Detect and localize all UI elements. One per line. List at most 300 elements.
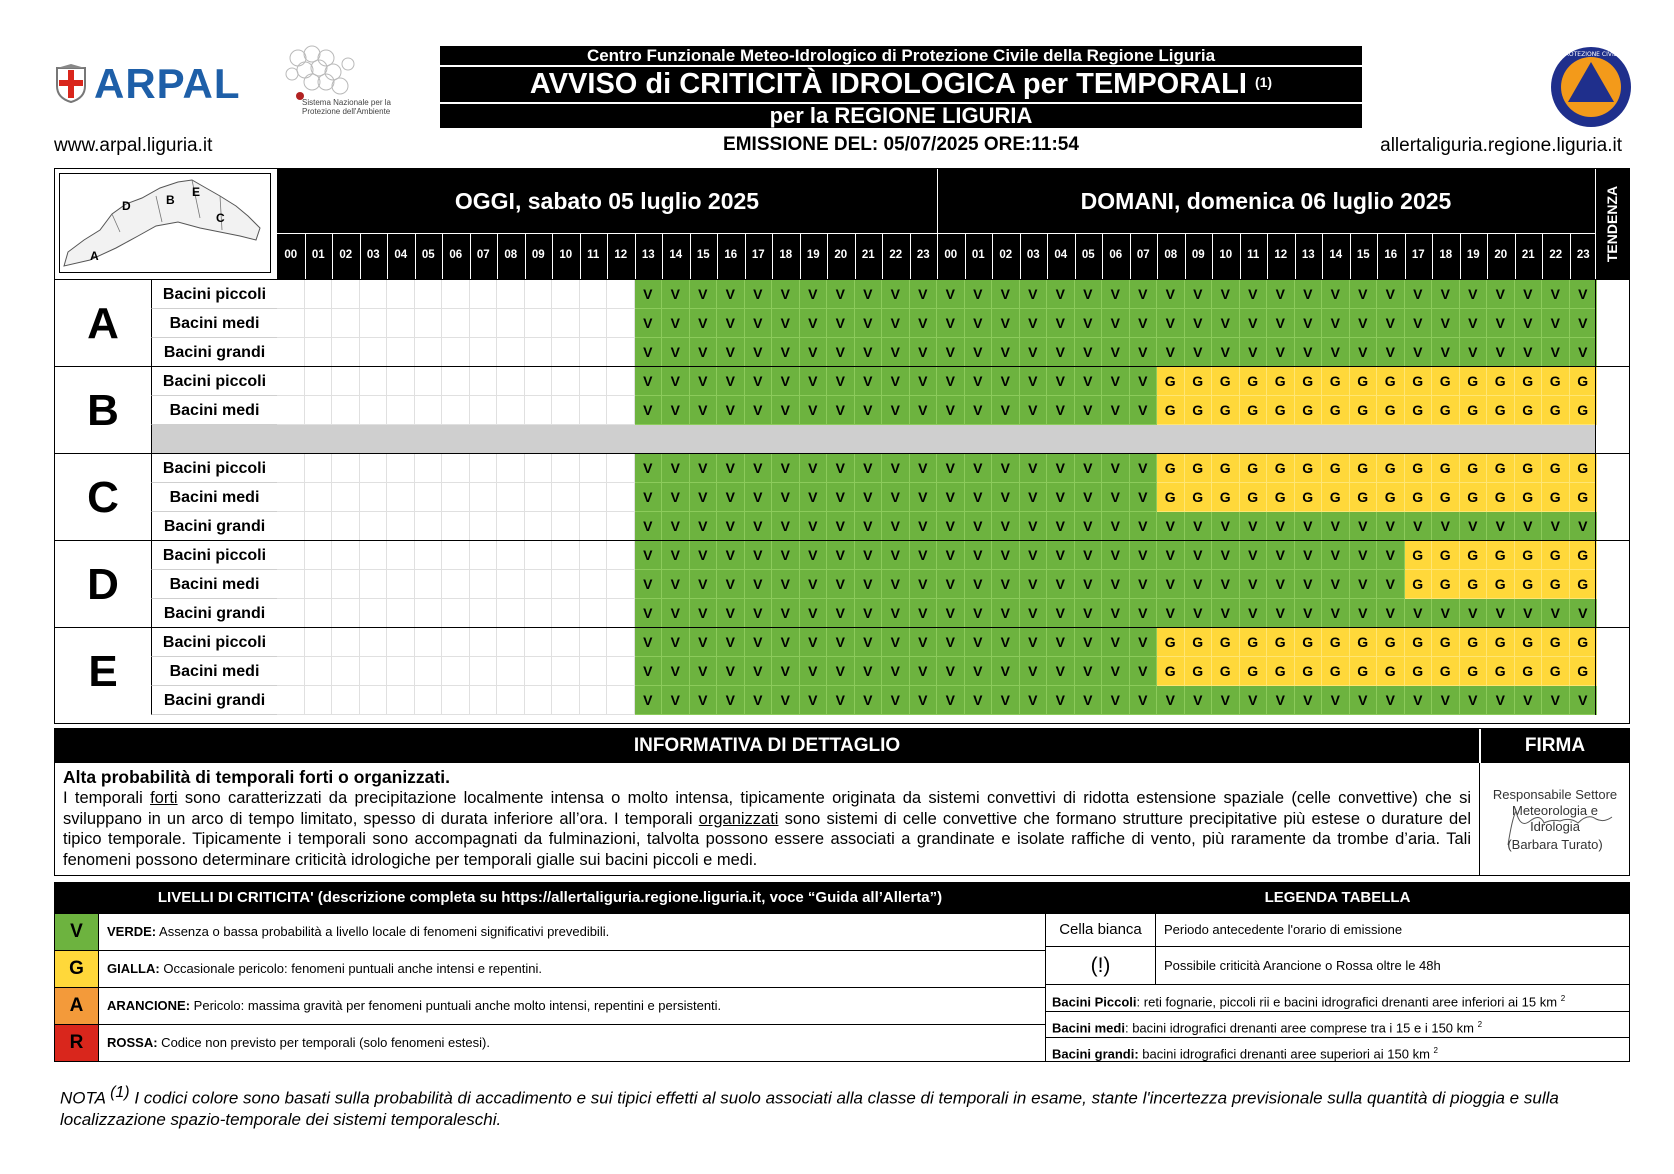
hour-label: 10 [559, 249, 573, 261]
criticality-cell: V [1102, 512, 1130, 541]
criticality-cell: V [1047, 338, 1075, 367]
criticality-cell [442, 512, 470, 541]
criticality-cell: G [1157, 657, 1185, 686]
criticality-cell: V [1240, 338, 1268, 367]
level-code: V [55, 914, 99, 950]
criticality-cell: G [1267, 454, 1295, 483]
criticality-cell: V [800, 599, 828, 628]
criticality-cell: V [1322, 280, 1350, 309]
criticality-cell [497, 367, 525, 396]
criticality-cell [470, 599, 498, 628]
criticality-cell: V [882, 280, 910, 309]
criticality-cell [442, 454, 470, 483]
legend-row-small: Bacini Piccoli: reti fognarie, piccoli rii e bacini idrografici drenanti aree inferiori ai 15 km $^2$ [1046, 984, 1629, 1011]
criticality-cell: V [1102, 483, 1130, 512]
criticality-cell: G [1487, 367, 1515, 396]
criticality-cell: G [1542, 454, 1570, 483]
criticality-cell: V [1075, 280, 1103, 309]
criticality-cell [442, 628, 470, 657]
criticality-cell: V [992, 570, 1020, 599]
criticality-cell: V [965, 541, 993, 570]
criticality-cell [470, 396, 498, 425]
criticality-cell [552, 309, 580, 338]
criticality-cell [415, 628, 443, 657]
criticality-cell: V [772, 599, 800, 628]
hour-label: 10 [1219, 249, 1233, 261]
criticality-cell: V [1130, 628, 1158, 657]
criticality-cell: G [1542, 541, 1570, 570]
criticality-cell: V [1432, 280, 1460, 309]
criticality-cell: G [1267, 396, 1295, 425]
level-description: GIALLA: Occasionale pericolo: fenomeni puntuali anche intensi e repentini. [107, 961, 543, 976]
criticality-cell: V [662, 657, 690, 686]
criticality-cell: G [1432, 367, 1460, 396]
criticality-cell: V [1130, 309, 1158, 338]
criticality-cell: G [1570, 657, 1598, 686]
criticality-cell [497, 686, 525, 715]
criticality-cell: V [1515, 280, 1543, 309]
criticality-cell [305, 628, 333, 657]
criticality-cell [442, 657, 470, 686]
criticality-cell: V [1405, 686, 1433, 715]
title-block [440, 46, 1362, 128]
criticality-cell: G [1157, 483, 1185, 512]
level-description: ROSSA: Codice non previsto per temporali (solo fenomeni estesi). [107, 1035, 490, 1050]
criticality-cell: V [910, 396, 938, 425]
criticality-cell: V [690, 309, 718, 338]
criticality-cell [387, 483, 415, 512]
criticality-cell: G [1295, 628, 1323, 657]
criticality-cell: V [1432, 309, 1460, 338]
hour-label: 15 [696, 249, 710, 261]
criticality-levels-panel [54, 882, 1046, 1062]
criticality-cell: G [1570, 367, 1598, 396]
hour-label: 16 [1384, 249, 1398, 261]
criticality-cell: V [1295, 512, 1323, 541]
criticality-cell [305, 280, 333, 309]
criticality-cell [332, 570, 360, 599]
criticality-cell: G [1542, 483, 1570, 512]
criticality-cell [552, 396, 580, 425]
criticality-cell: V [1212, 541, 1240, 570]
criticality-cell: V [690, 657, 718, 686]
level-code: R [55, 1025, 99, 1061]
criticality-cell [415, 280, 443, 309]
criticality-cell [552, 599, 580, 628]
criticality-cell: V [1185, 570, 1213, 599]
criticality-cell: G [1460, 570, 1488, 599]
criticality-cell: G [1240, 628, 1268, 657]
hour-label: 18 [1439, 249, 1453, 261]
criticality-cell [332, 367, 360, 396]
basin-label: Bacini grandi [151, 599, 277, 628]
criticality-cell [552, 686, 580, 715]
criticality-cell [277, 309, 305, 338]
criticality-cell: V [992, 483, 1020, 512]
criticality-cell: G [1185, 657, 1213, 686]
level-description: VERDE: Assenza o bassa probabilità a livello locale di fenomeni significativi prevedibili. [107, 924, 610, 939]
criticality-cell [415, 599, 443, 628]
criticality-cell [332, 280, 360, 309]
criticality-cell: V [855, 541, 883, 570]
criticality-cell: V [1212, 599, 1240, 628]
criticality-cell: V [1322, 512, 1350, 541]
criticality-cell: G [1542, 628, 1570, 657]
criticality-cell: V [1157, 309, 1185, 338]
criticality-cell: V [1102, 686, 1130, 715]
criticality-cell: G [1295, 367, 1323, 396]
criticality-cell: V [662, 512, 690, 541]
tendency-cell [1595, 454, 1629, 541]
criticality-cell: G [1432, 657, 1460, 686]
zone-letter: E [88, 647, 118, 696]
criticality-cell [470, 483, 498, 512]
criticality-cell: V [1075, 454, 1103, 483]
criticality-cell: G [1487, 483, 1515, 512]
criticality-cell: V [1432, 686, 1460, 715]
criticality-cell [332, 483, 360, 512]
info-title: Alta probabilità di temporali forti o organizzati. [63, 767, 450, 787]
criticality-cell: V [1377, 541, 1405, 570]
hour-label: 05 [1081, 249, 1095, 261]
criticality-cell: V [1130, 657, 1158, 686]
criticality-cell: V [1102, 541, 1130, 570]
criticality-cell: G [1322, 396, 1350, 425]
criticality-cell: G [1405, 628, 1433, 657]
criticality-cell: G [1377, 483, 1405, 512]
criticality-cell [525, 628, 553, 657]
criticality-cell: G [1487, 541, 1515, 570]
criticality-cell: G [1515, 657, 1543, 686]
criticality-cell: V [1515, 599, 1543, 628]
criticality-cell [277, 483, 305, 512]
liguria-shield-icon [54, 64, 88, 104]
criticality-cell [442, 541, 470, 570]
criticality-cell [360, 686, 388, 715]
criticality-cell [525, 541, 553, 570]
criticality-cell [442, 367, 470, 396]
criticality-cell [277, 628, 305, 657]
criticality-cell: V [1047, 309, 1075, 338]
criticality-cell [580, 541, 608, 570]
hour-label: 16 [724, 249, 738, 261]
criticality-cell: G [1542, 570, 1570, 599]
criticality-cell: G [1322, 657, 1350, 686]
criticality-cell: V [1240, 280, 1268, 309]
criticality-cell [332, 657, 360, 686]
criticality-cell: V [1570, 512, 1598, 541]
criticality-cell: V [855, 483, 883, 512]
criticality-cell: V [1047, 483, 1075, 512]
criticality-cell: V [635, 512, 663, 541]
criticality-cell [442, 686, 470, 715]
criticality-cell: V [965, 280, 993, 309]
hour-label: 14 [669, 249, 683, 261]
criticality-cell [277, 512, 305, 541]
hour-label: 15 [1356, 249, 1370, 261]
hour-label: 06 [449, 249, 463, 261]
legend-row-excl [1046, 946, 1629, 984]
criticality-cell [552, 541, 580, 570]
criticality-cell: V [855, 396, 883, 425]
criticality-cell: V [1102, 309, 1130, 338]
criticality-cell: G [1432, 628, 1460, 657]
criticality-cell: G [1322, 483, 1350, 512]
criticality-cell: V [910, 570, 938, 599]
criticality-cell: V [635, 483, 663, 512]
criticality-cell: V [1130, 396, 1158, 425]
criticality-cell: V [1267, 338, 1295, 367]
criticality-cell: G [1157, 396, 1185, 425]
criticality-cell: G [1487, 396, 1515, 425]
criticality-cell [305, 599, 333, 628]
criticality-cell: G [1212, 657, 1240, 686]
map-label-d: D [122, 199, 131, 213]
tendency-cell [1595, 367, 1629, 454]
criticality-cell: V [827, 483, 855, 512]
criticality-cell: V [745, 541, 773, 570]
tendency-cell [1595, 628, 1629, 715]
criticality-cell [415, 541, 443, 570]
criticality-cell [387, 309, 415, 338]
criticality-cell: G [1350, 454, 1378, 483]
criticality-cell [497, 280, 525, 309]
criticality-cell [580, 512, 608, 541]
criticality-cell [607, 338, 635, 367]
criticality-cell: V [662, 570, 690, 599]
criticality-cell: G [1295, 396, 1323, 425]
criticality-cell [305, 570, 333, 599]
criticality-cell [305, 396, 333, 425]
criticality-cell: V [827, 599, 855, 628]
tendency-cell [1595, 280, 1629, 367]
criticality-cell: V [910, 454, 938, 483]
criticality-cell: V [662, 367, 690, 396]
criticality-cell: V [1570, 280, 1598, 309]
criticality-cell: G [1460, 367, 1488, 396]
basin-label: Bacini grandi [151, 338, 277, 367]
criticality-cell [607, 599, 635, 628]
criticality-cell: V [855, 570, 883, 599]
basin-label: Bacini piccoli [151, 367, 277, 396]
criticality-cell: V [910, 657, 938, 686]
criticality-cell: V [965, 338, 993, 367]
criticality-cell: V [1075, 338, 1103, 367]
criticality-cell [607, 280, 635, 309]
criticality-cell: V [772, 570, 800, 599]
criticality-cell: V [1570, 686, 1598, 715]
criticality-cell: V [965, 599, 993, 628]
criticality-cell: V [1020, 570, 1048, 599]
criticality-cell [387, 367, 415, 396]
criticality-cell [360, 280, 388, 309]
criticality-cell: G [1460, 657, 1488, 686]
criticality-cell: G [1570, 483, 1598, 512]
basin-label: Bacini grandi [151, 686, 277, 715]
criticality-cell: V [1020, 686, 1048, 715]
hour-label: 07 [476, 249, 490, 261]
criticality-cell: V [1047, 280, 1075, 309]
criticality-cell: V [1542, 686, 1570, 715]
criticality-cell: V [717, 454, 745, 483]
basin-label: Bacini medi [151, 483, 277, 512]
criticality-cell: V [965, 454, 993, 483]
criticality-cell [277, 570, 305, 599]
website-allerta-link[interactable]: allertaliguria.regione.liguria.it [1380, 135, 1622, 156]
criticality-cell: V [690, 541, 718, 570]
criticality-cell: V [745, 338, 773, 367]
civil-protection-icon [1550, 46, 1632, 128]
criticality-cell: V [965, 512, 993, 541]
criticality-cell: V [1350, 280, 1378, 309]
criticality-cell [277, 686, 305, 715]
criticality-cell: V [745, 454, 773, 483]
criticality-cell [497, 628, 525, 657]
criticality-cell: V [882, 367, 910, 396]
criticality-cell: V [1212, 686, 1240, 715]
zone-a [55, 279, 1629, 366]
criticality-cell: V [1405, 599, 1433, 628]
level-code: A [55, 988, 99, 1024]
criticality-cell [305, 512, 333, 541]
hour-label: 01 [971, 249, 985, 261]
criticality-cell: V [662, 396, 690, 425]
criticality-cell: V [1405, 309, 1433, 338]
criticality-cell [415, 657, 443, 686]
criticality-cell [607, 512, 635, 541]
criticality-cell: V [1212, 570, 1240, 599]
criticality-cell [552, 512, 580, 541]
criticality-cell: V [717, 309, 745, 338]
signature-box [1479, 763, 1629, 875]
criticality-cell: V [937, 628, 965, 657]
level-code: G [55, 951, 99, 987]
criticality-cell [360, 367, 388, 396]
hour-label: 08 [504, 249, 518, 261]
criticality-cell: V [827, 280, 855, 309]
hour-label: 00 [944, 249, 958, 261]
criticality-cell: V [1267, 686, 1295, 715]
criticality-cell [277, 657, 305, 686]
criticality-cell [470, 512, 498, 541]
criticality-cell: V [1020, 338, 1048, 367]
criticality-cell: V [992, 454, 1020, 483]
hour-label: 21 [861, 249, 875, 261]
zone-d [55, 540, 1629, 627]
criticality-cell [607, 367, 635, 396]
criticality-cell: V [1267, 599, 1295, 628]
criticality-cell [305, 338, 333, 367]
criticality-cell: V [1542, 309, 1570, 338]
criticality-cell [580, 686, 608, 715]
criticality-cell [332, 338, 360, 367]
signature-name: (Barbara Turato) [1507, 837, 1603, 852]
criticality-cell: V [1515, 686, 1543, 715]
basin-label: Bacini medi [151, 396, 277, 425]
hour-label: 14 [1329, 249, 1343, 261]
table-legend-panel [1046, 882, 1630, 1062]
criticality-cell: V [800, 512, 828, 541]
criticality-cell: V [882, 338, 910, 367]
criticality-cell [470, 309, 498, 338]
criticality-cell: V [937, 570, 965, 599]
criticality-cell: V [1047, 367, 1075, 396]
criticality-cell: V [1460, 686, 1488, 715]
criticality-cell: V [992, 512, 1020, 541]
criticality-cell: V [992, 541, 1020, 570]
criticality-cell: V [910, 483, 938, 512]
criticality-cell: V [937, 454, 965, 483]
criticality-cell [360, 570, 388, 599]
criticality-cell: V [1460, 309, 1488, 338]
criticality-cell: V [827, 628, 855, 657]
website-arpal-link[interactable]: www.arpal.liguria.it [54, 135, 213, 156]
criticality-cell [415, 686, 443, 715]
criticality-cell: V [1047, 570, 1075, 599]
criticality-cell [552, 367, 580, 396]
criticality-cell [580, 628, 608, 657]
criticality-cell: G [1212, 396, 1240, 425]
criticality-cell: V [1377, 686, 1405, 715]
criticality-cell: V [827, 512, 855, 541]
criticality-cell: G [1295, 483, 1323, 512]
info-header: INFORMATIVA DI DETTAGLIO [55, 729, 1479, 763]
criticality-cell: V [772, 657, 800, 686]
criticality-cell [442, 280, 470, 309]
criticality-cell: G [1570, 454, 1598, 483]
zone-letter: A [87, 299, 119, 348]
criticality-cell: V [1047, 628, 1075, 657]
criticality-cell [525, 338, 553, 367]
hour-label: 11 [587, 249, 600, 261]
criticality-cell: G [1515, 483, 1543, 512]
criticality-cell: G [1295, 657, 1323, 686]
criticality-cell [332, 686, 360, 715]
criticality-cell: G [1432, 396, 1460, 425]
criticality-cell: V [1185, 309, 1213, 338]
criticality-cell: G [1405, 367, 1433, 396]
criticality-cell: V [1020, 367, 1048, 396]
criticality-cell: G [1185, 396, 1213, 425]
criticality-cell: G [1267, 657, 1295, 686]
hour-label: 19 [1466, 249, 1480, 261]
criticality-cell: V [1405, 338, 1433, 367]
criticality-cell: V [937, 686, 965, 715]
criticality-cell: V [1157, 541, 1185, 570]
hexagon-network-icon [278, 44, 368, 100]
criticality-cell: V [1240, 309, 1268, 338]
criticality-cell: V [717, 599, 745, 628]
criticality-cell: V [1020, 541, 1048, 570]
criticality-cell: V [1075, 483, 1103, 512]
criticality-cell: V [992, 338, 1020, 367]
criticality-cell: V [1212, 338, 1240, 367]
criticality-cell: V [1350, 686, 1378, 715]
criticality-cell: V [690, 483, 718, 512]
criticality-cell: V [717, 628, 745, 657]
criticality-cell: V [1487, 686, 1515, 715]
criticality-cell [580, 657, 608, 686]
criticality-cell: V [1102, 338, 1130, 367]
criticality-cell: V [1102, 280, 1130, 309]
hour-label: 06 [1109, 249, 1123, 261]
criticality-cell [277, 367, 305, 396]
criticality-cell [360, 628, 388, 657]
criticality-cell [387, 280, 415, 309]
criticality-cell [387, 570, 415, 599]
criticality-cell: V [1157, 280, 1185, 309]
criticality-cell: G [1240, 367, 1268, 396]
